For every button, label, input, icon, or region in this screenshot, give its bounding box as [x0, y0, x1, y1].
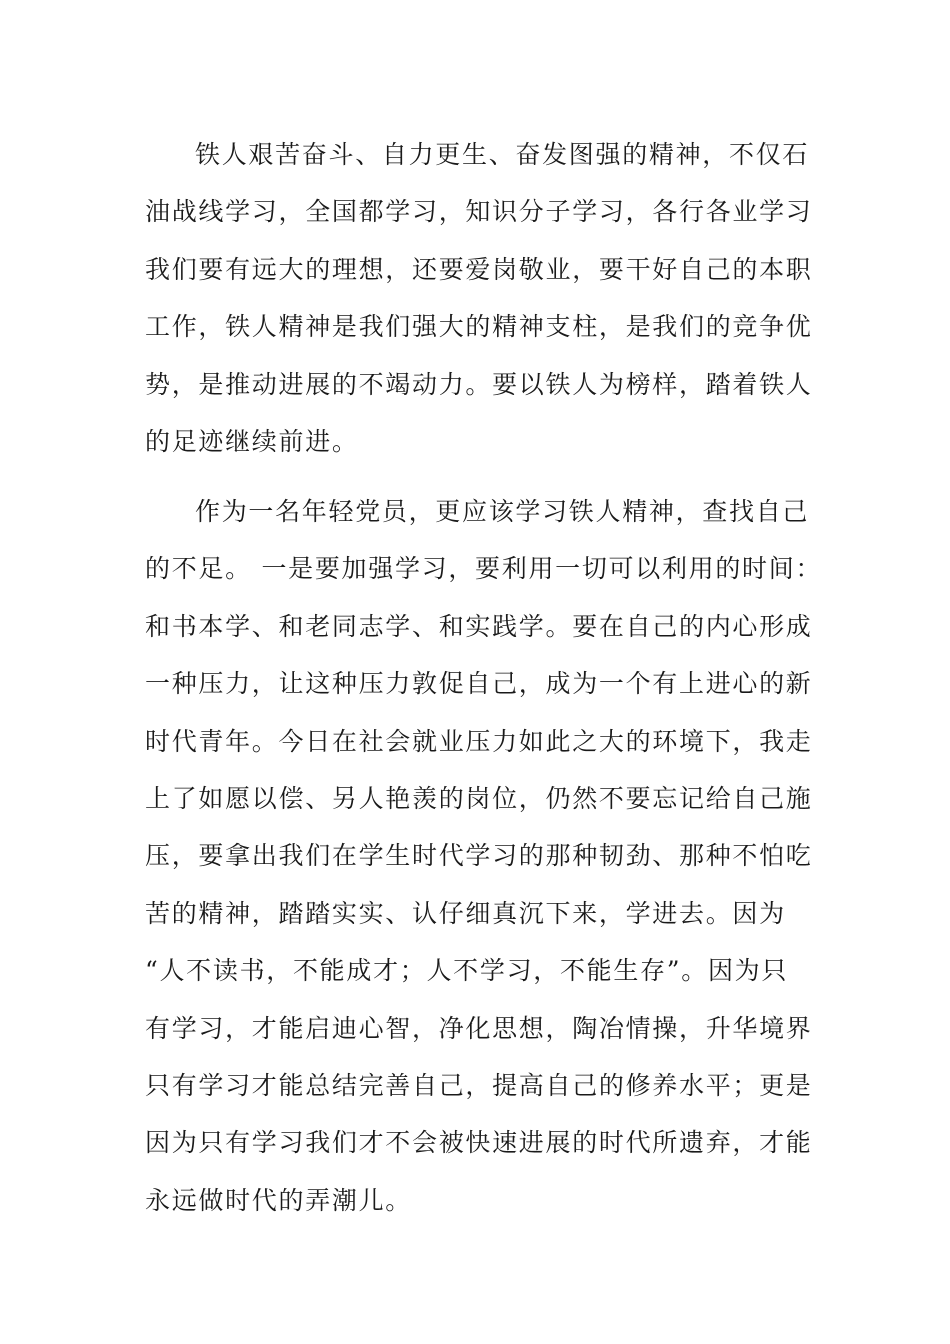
text-line: 苦的精神，踏踏实实、认仔细真沉下来，学进去。因为 [145, 898, 786, 928]
text-line: 时代青年。今日在社会就业压力如此之大的环境下，我走 [145, 726, 813, 756]
text-line: 势，是推动进展的不竭动力。要以铁人为榜样，踏着铁人 [145, 369, 813, 399]
text-line: 油战线学习，全国都学习，知识分子学习，各行各业学习 [145, 197, 813, 227]
text-line: 的不足。 一是要加强学习，要利用一切可以利用的时间： [145, 554, 823, 584]
text-line: 只有学习才能总结完善自己，提高自己的修养水平；更是 [145, 1070, 813, 1100]
text-line: 压，要拿出我们在学生时代学习的那种韧劲、那种不怕吃 [145, 841, 813, 871]
text-line: 作为一名年轻党员，更应该学习铁人精神，查找自己 [195, 497, 810, 526]
text-line: 一种压力，让这种压力敦促自己，成为一个有上进心的新 [145, 669, 813, 699]
text-line: 我们要有远大的理想，还要爱岗敬业，要干好自己的本职 [145, 254, 813, 284]
text-line: 铁人艰苦奋斗、自力更生、奋发图强的精神，不仅石 [195, 140, 810, 169]
text-line: “人不读书，不能成才；人不学习，不能生存”。因为只 [145, 956, 789, 986]
text-line: 有学习，才能启迪心智，净化思想，陶冶情操，升华境界 [145, 1013, 813, 1043]
text-line: 因为只有学习我们才不会被快速进展的时代所遗弃，才能 [145, 1128, 813, 1158]
text-line: 上了如愿以偿、另人艳羡的岗位，仍然不要忘记给自己施 [145, 783, 813, 813]
text-line: 和书本学、和老同志学、和实践学。要在自己的内心形成 [145, 611, 813, 641]
text-line: 永远做时代的弄潮儿。 [145, 1185, 413, 1215]
paragraph-2 [145, 488, 823, 1234]
paragraph-1 [145, 131, 815, 475]
text-line: 工作，铁人精神是我们强大的精神支柱，是我们的竞争优 [145, 312, 813, 342]
text-line: 的足迹继续前进。 [145, 426, 359, 456]
